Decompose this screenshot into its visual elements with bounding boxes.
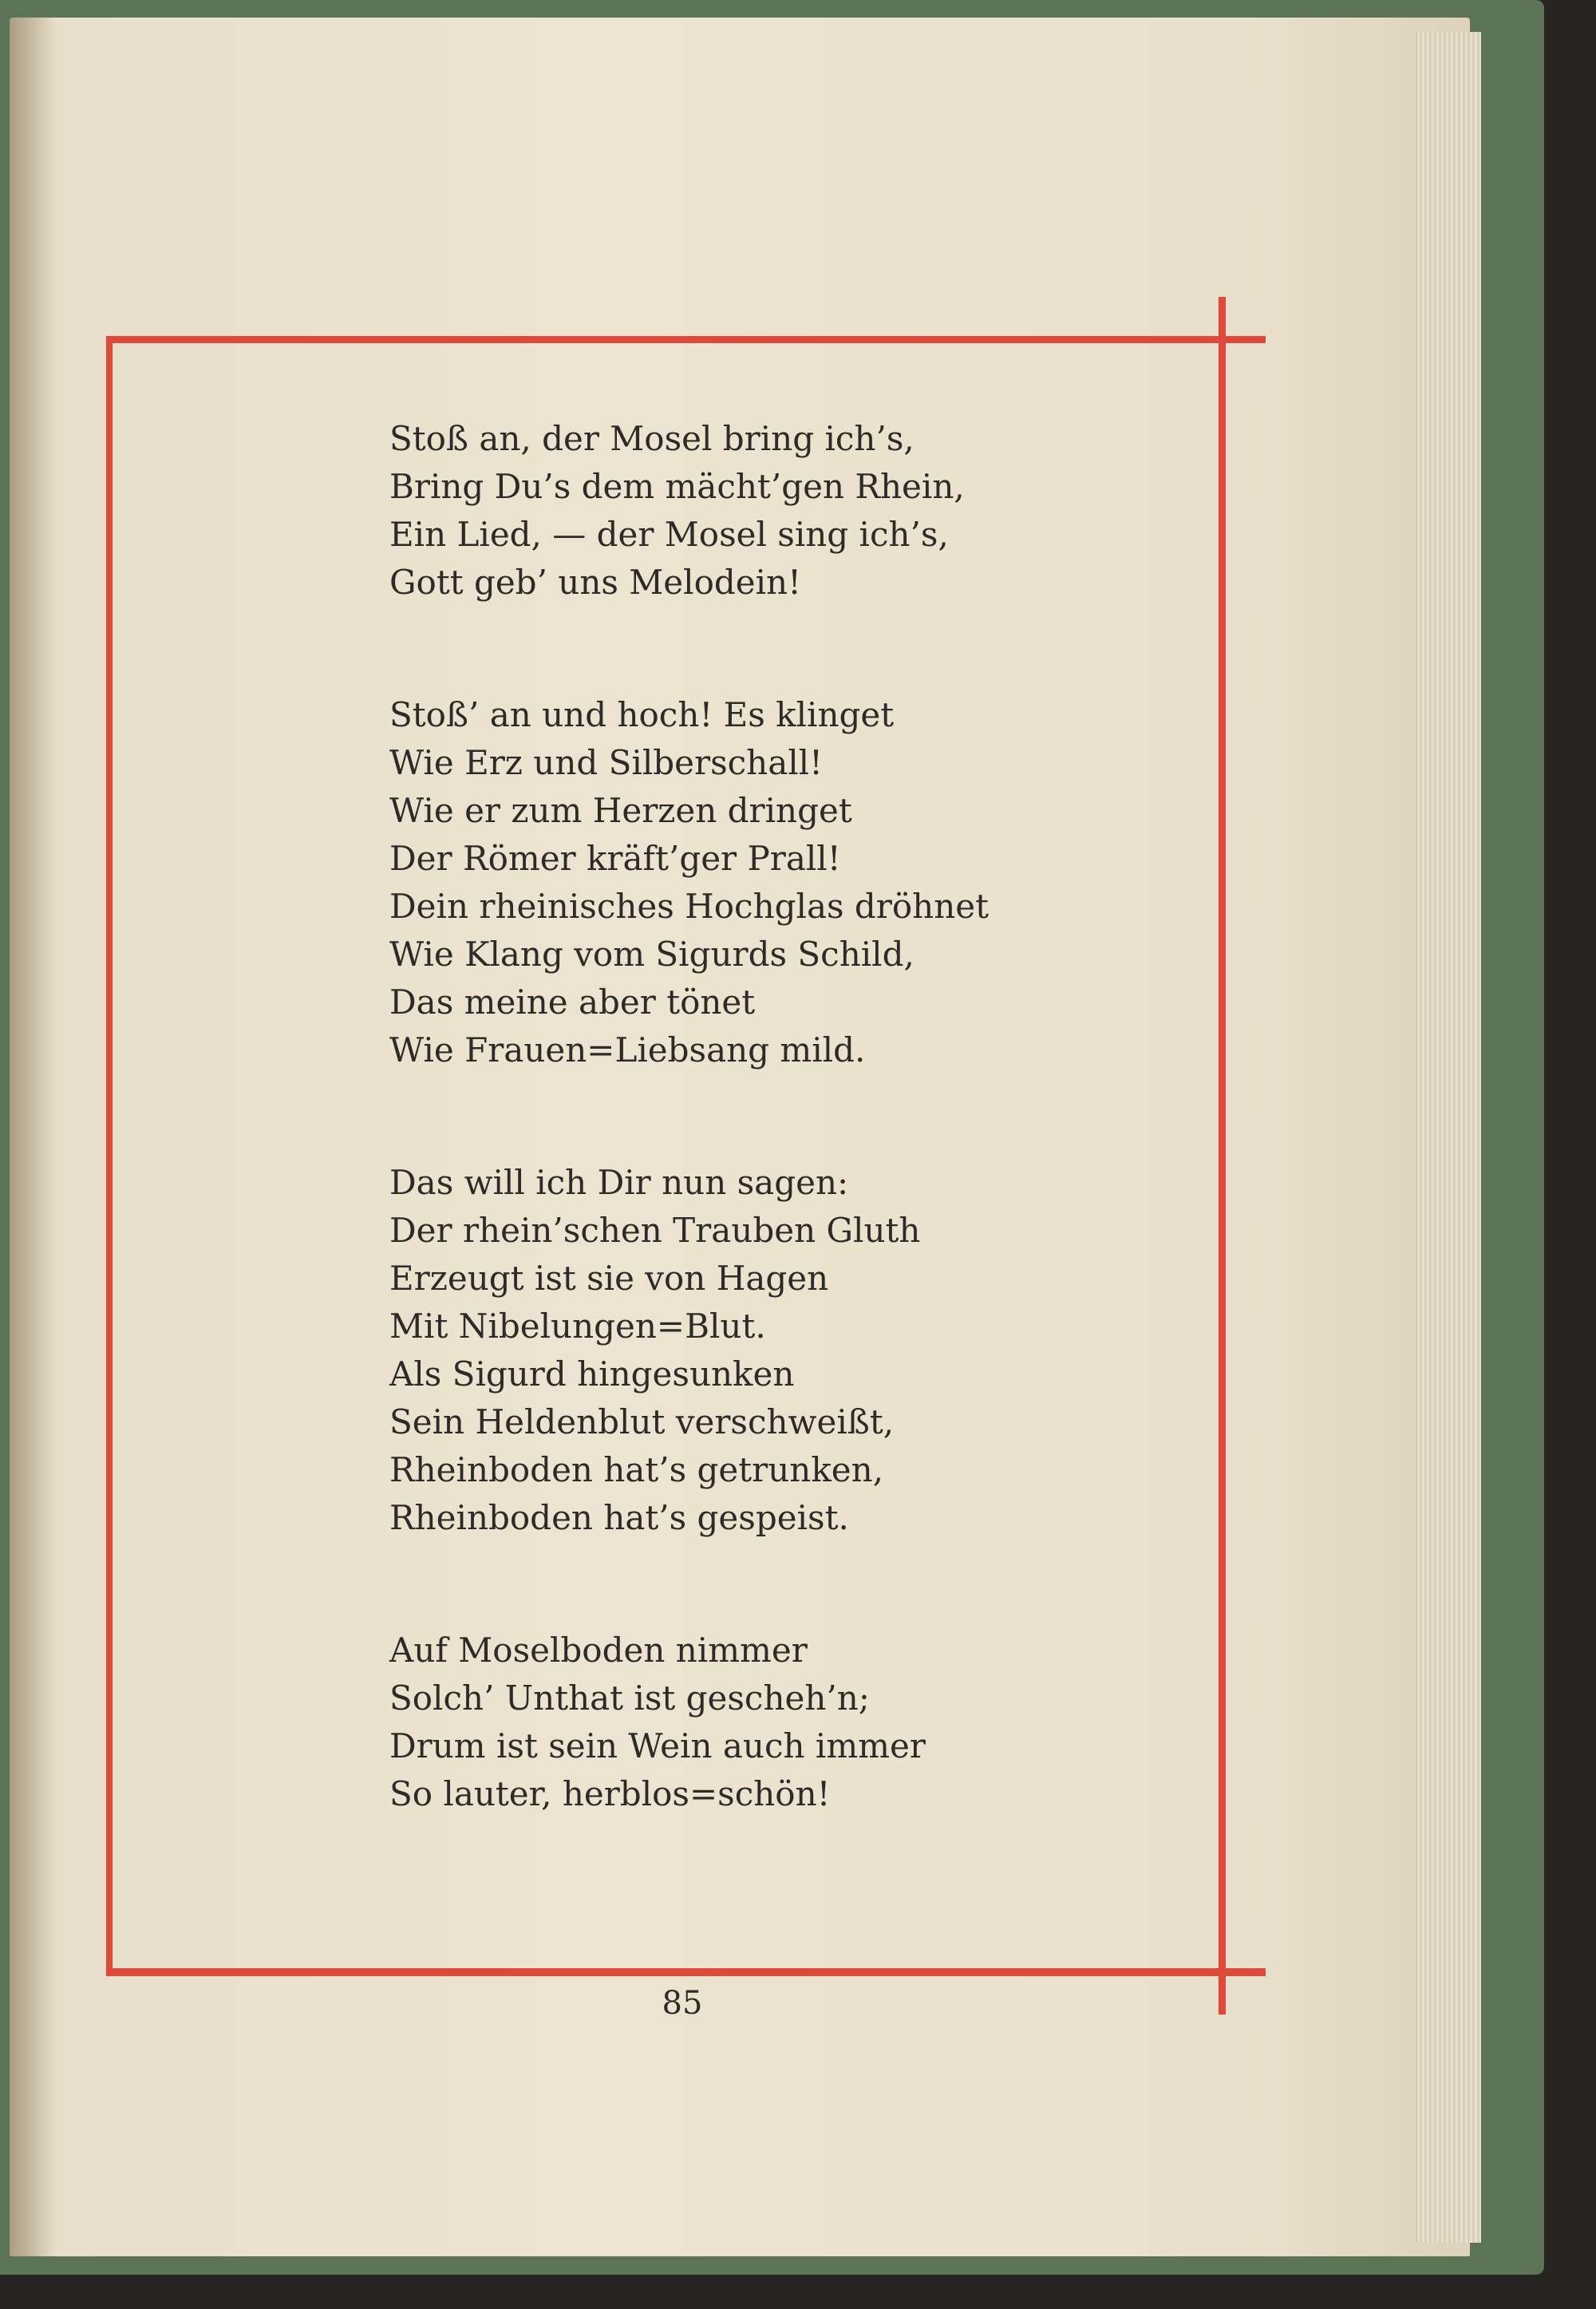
verse-line: Auf Moselboden nimmer (389, 1631, 808, 1670)
verse-line: Erzeugt ist sie von Hagen (389, 1259, 829, 1298)
verse-line: Wie Frauen=Liebsang mild. (389, 1030, 866, 1069)
verse-line: Wie er zum Herzen dringet (389, 791, 852, 830)
verse-line: Rheinboden hat’s gespeist. (389, 1498, 849, 1537)
verse-line: Stoß an, der Mosel bring ich’s, (389, 419, 915, 458)
stanza (389, 691, 1108, 1074)
poem-text (389, 415, 1108, 1903)
verse-line: Gott geb’ uns Melodein! (389, 563, 801, 602)
verse-line: Drum ist sein Wein auch immer (389, 1726, 926, 1765)
page-number: 85 (662, 1985, 703, 2022)
frame-rule-bottom (106, 1968, 1266, 1976)
verse-line: Stoß’ an und hoch! Es klinget (389, 695, 895, 734)
verse-line: Das meine aber tönet (389, 983, 756, 1022)
verse-line: Der rhein’schen Trauben Gluth (389, 1211, 921, 1250)
verse-line: Als Sigurd hingesunken (389, 1354, 795, 1394)
verse-line: So lauter, herblos=schön! (389, 1774, 831, 1813)
verse-line: Mit Nibelungen=Blut. (389, 1307, 766, 1346)
stanza (389, 1159, 1108, 1542)
verse-line: Das will ich Dir nun sagen: (389, 1163, 849, 1202)
verse-line: Wie Klang vom Sigurds Schild, (389, 935, 915, 974)
verse-line: Bring Du’s dem mächt’gen Rhein, (389, 467, 965, 506)
page-fore-edge (1416, 32, 1481, 2243)
verse-line: Sein Heldenblut verschweißt, (389, 1402, 895, 1441)
verse-line: Solch’ Unthat ist gescheh’n; (389, 1678, 870, 1718)
verse-line: Rheinboden hat’s getrunken, (389, 1450, 884, 1489)
stanza (389, 1627, 1108, 1818)
stanza (389, 415, 1108, 607)
spine-shadow (10, 18, 57, 2256)
frame-rule-top (106, 336, 1266, 343)
verse-line: Wie Erz und Silberschall! (389, 743, 823, 782)
verse-line: Ein Lied, — der Mosel sing ich’s, (389, 515, 949, 554)
frame-rule-left (106, 336, 113, 1976)
verse-line: Dein rheinisches Hochglas dröhnet (389, 887, 989, 926)
frame-rule-right (1219, 297, 1226, 2014)
verse-line: Der Römer kräft’ger Prall! (389, 839, 841, 878)
